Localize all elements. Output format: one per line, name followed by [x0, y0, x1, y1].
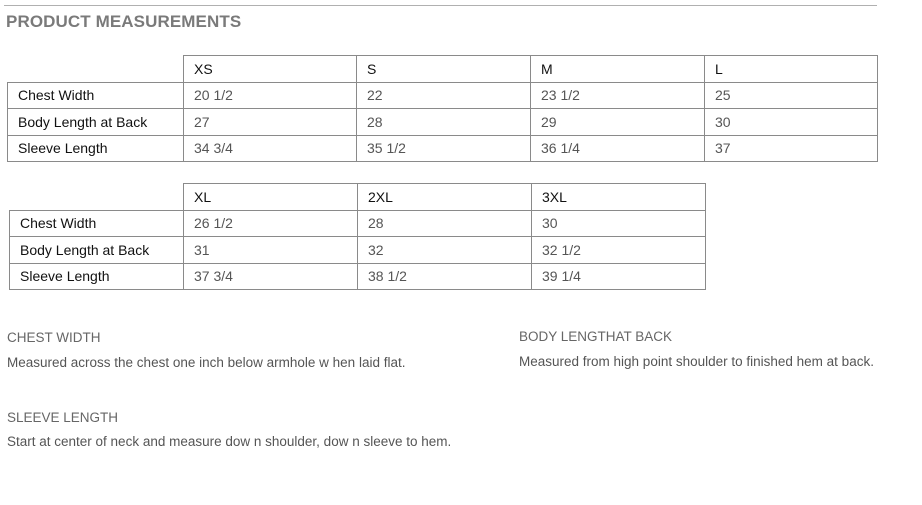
table-cell: 39 1/4	[532, 263, 706, 290]
table-cell: 28	[357, 109, 531, 136]
measurements-table-xs-l	[7, 55, 878, 162]
size-header-xs: XS	[184, 56, 357, 83]
table-cell: 32	[358, 237, 532, 264]
row-label-chest-width: Chest Width	[10, 210, 184, 237]
size-header-l: L	[705, 56, 878, 83]
size-header-2xl: 2XL	[358, 184, 532, 211]
size-header-s: S	[357, 56, 531, 83]
body-length-heading: BODY LENGTHAT BACK	[519, 329, 673, 344]
measurements-table-xl-3xl	[9, 183, 706, 290]
row-label-sleeve-length: Sleeve Length	[10, 263, 184, 290]
table-cell: 36 1/4	[531, 135, 705, 162]
table-row	[10, 237, 706, 264]
table-cell: 30	[532, 210, 706, 237]
table-corner-cell	[8, 56, 184, 83]
table-cell: 25	[705, 82, 878, 109]
table-row	[10, 263, 706, 290]
table-row	[8, 109, 878, 136]
table-row	[8, 135, 878, 162]
table-corner-cell	[10, 184, 184, 211]
table-cell: 28	[358, 210, 532, 237]
chest-width-heading: CHEST WIDTH	[7, 330, 101, 345]
size-header-m: M	[531, 56, 705, 83]
row-label-chest-width: Chest Width	[8, 82, 184, 109]
table-cell: 35 1/2	[357, 135, 531, 162]
table-cell: 29	[531, 109, 705, 136]
table-cell: 23 1/2	[531, 82, 705, 109]
sleeve-length-heading: SLEEVE LENGTH	[7, 410, 119, 425]
row-label-body-length: Body Length at Back	[10, 237, 184, 264]
table-cell: 26 1/2	[184, 210, 358, 237]
table-cell: 30	[705, 109, 878, 136]
table-row	[8, 82, 878, 109]
table-header-row	[10, 184, 706, 211]
table-row	[10, 210, 706, 237]
row-label-body-length: Body Length at Back	[8, 109, 184, 136]
table-cell: 20 1/2	[184, 82, 357, 109]
table-cell: 38 1/2	[358, 263, 532, 290]
top-divider	[4, 5, 877, 6]
table-cell: 32 1/2	[532, 237, 706, 264]
table-cell: 31	[184, 237, 358, 264]
table-cell: 37 3/4	[184, 263, 358, 290]
body-length-description: Measured from high point shoulder to finished hem at back.	[519, 354, 874, 369]
sleeve-length-description: Start at center of neck and measure dow n shoulder, dow n sleeve to hem.	[7, 434, 452, 449]
table-header-row	[8, 56, 878, 83]
page-title: PRODUCT MEASUREMENTS	[6, 12, 242, 31]
row-label-sleeve-length: Sleeve Length	[8, 135, 184, 162]
chest-width-description: Measured across the chest one inch below armhole w hen laid flat.	[7, 355, 406, 370]
size-header-3xl: 3XL	[532, 184, 706, 211]
table-cell: 37	[705, 135, 878, 162]
size-header-xl: XL	[184, 184, 358, 211]
table-cell: 27	[184, 109, 357, 136]
table-cell: 34 3/4	[184, 135, 357, 162]
table-cell: 22	[357, 82, 531, 109]
